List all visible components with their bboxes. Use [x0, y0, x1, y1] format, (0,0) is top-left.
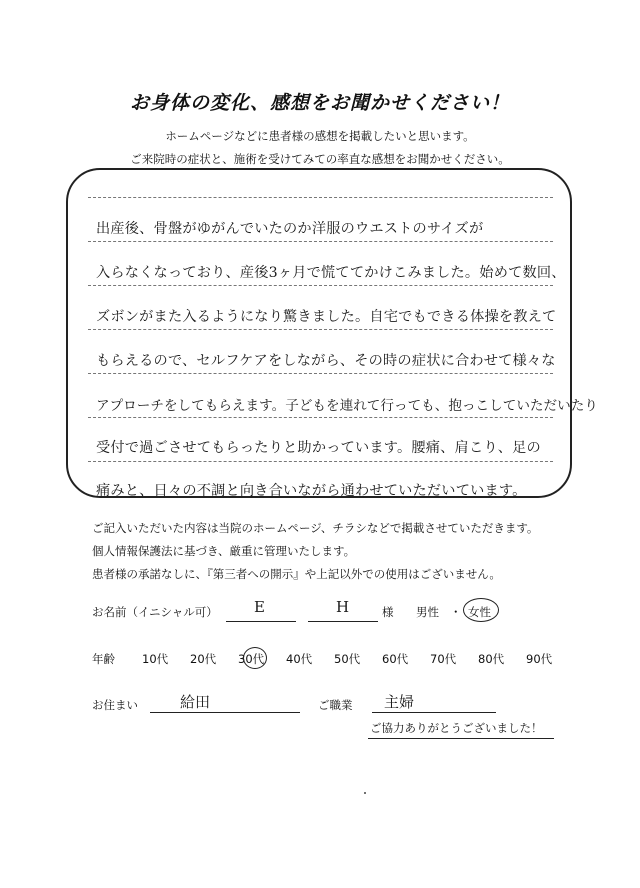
- intro-text-line-1: ホームページなどに患者様の感想を掲載したいと思います。: [165, 129, 475, 143]
- comment-line-7: 痛みと、日々の不調と向き合いながら通わせていただいています。: [96, 483, 527, 499]
- name-label: お名前（イニシャル可）: [92, 605, 218, 619]
- honorific-label: 様: [382, 605, 394, 619]
- ruled-line: [88, 417, 553, 418]
- comment-line-6: 受付で過ごさせてもらったりと助かっています。腰痛、肩こり、足の: [96, 440, 541, 456]
- address-label: お住まい: [92, 698, 138, 712]
- address-underline: [150, 712, 300, 713]
- notice-line-1: ご記入いただいた内容は当院のホームページ、チラシなどで掲載させていただきます。: [92, 521, 539, 535]
- address-value: 給田: [180, 693, 211, 711]
- comment-line-1: 出産後、骨盤がゆがんでいたのか洋服のウエストのサイズが: [96, 221, 484, 237]
- age-option-20s: 20代: [190, 652, 217, 666]
- occupation-value: 主婦: [384, 693, 415, 711]
- ruled-line: [88, 329, 553, 330]
- ruled-line: [88, 285, 553, 286]
- notice-line-2: 個人情報保護法に基づき、厳重に管理いたします。: [92, 544, 356, 558]
- ruled-line: [88, 197, 553, 198]
- initial-last-value: H: [336, 598, 350, 616]
- age-option-60s: 60代: [382, 652, 409, 666]
- page-title: お身体の変化、感想をお聞かせください！: [129, 92, 510, 114]
- initial-first-value: E: [254, 598, 265, 616]
- gender-female-option: 女性: [468, 605, 491, 619]
- occupation-underline: [372, 712, 496, 713]
- ruled-line: [88, 241, 553, 242]
- comment-line-2: 入らなくなっており、産後3ヶ月で慌ててかけこみました。始めて数回、: [96, 265, 566, 281]
- age-option-90s: 90代: [526, 652, 553, 666]
- intro-text-line-2: ご来院時の症状と、施術を受けてみての率直な感想をお聞かせください。: [130, 152, 510, 166]
- notice-line-3: 患者様の承諾なしに、『第三者への開示』や上記以外での使用はございません。: [92, 567, 501, 581]
- ruled-line: [88, 461, 553, 462]
- age-option-30s-selected: 30代: [238, 651, 286, 667]
- stray-dot: [364, 792, 366, 794]
- occupation-label: ご職業: [318, 698, 353, 712]
- thanks-message: ご協力ありがとうございました！: [370, 721, 543, 735]
- age-option-70s: 70代: [430, 652, 457, 666]
- initial-first-underline: [226, 621, 296, 622]
- ruled-line: [88, 373, 553, 374]
- gender-male-option: 男性: [416, 605, 439, 619]
- age-option-50s: 50代: [334, 652, 361, 666]
- comment-line-4: もらえるので、セルフケアをしながら、その時の症状に合わせて様々な: [96, 353, 556, 369]
- gender-selection-circle: [463, 598, 499, 622]
- age-option-80s: 80代: [478, 652, 505, 666]
- thanks-underline: [368, 738, 554, 739]
- gender-separator: ・: [450, 605, 462, 619]
- comment-line-3: ズボンがまた入るようになり驚きました。自宅でもできる体操を教えて: [96, 309, 557, 325]
- comment-line-5: アプローチをしてもらえます。子どもを連れて行っても、抱っこしていただいたり: [96, 398, 598, 414]
- age-row: [92, 651, 574, 667]
- age-label: 年齢: [92, 652, 115, 666]
- age-option-40s: 40代: [286, 652, 313, 666]
- age-option-10s: 10代: [142, 652, 169, 666]
- initial-last-underline: [308, 621, 378, 622]
